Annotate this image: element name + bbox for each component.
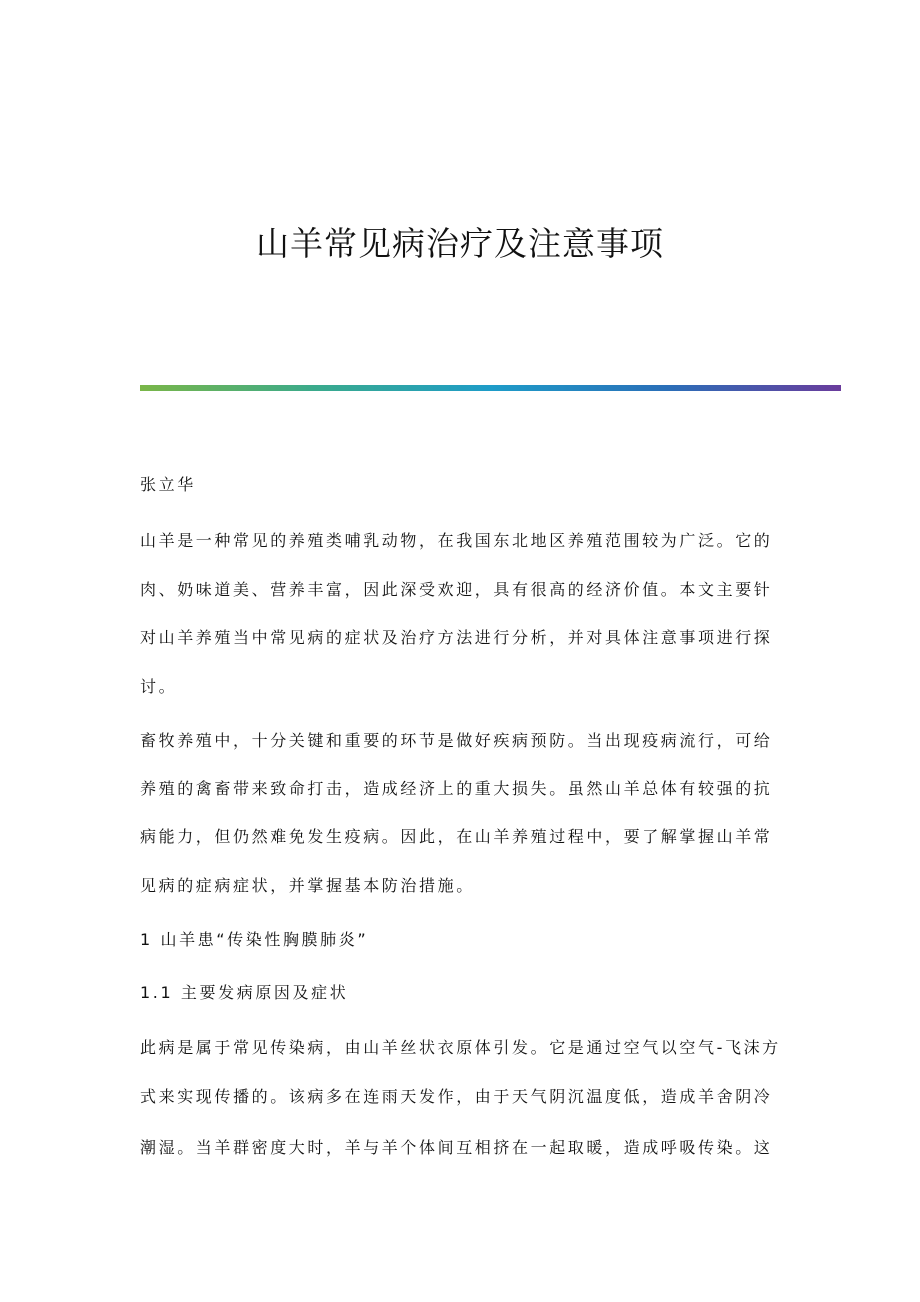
paragraph-line: 此病是属于常见传染病，由山羊丝状衣原体引发。它是通过空气以空气-飞沫方 bbox=[140, 1038, 781, 1057]
paragraph-line: 式来实现传播的。该病多在连雨天发作，由于天气阴沉温度低，造成羊舍阴冷 bbox=[140, 1087, 773, 1106]
paragraph-line: 对山羊养殖当中常见病的症状及治疗方法进行分析，并对具体注意事项进行探 bbox=[140, 628, 773, 647]
paragraph-line: 肉、奶味道美、营养丰富，因此深受欢迎，具有很高的经济价值。本文主要针 bbox=[140, 580, 773, 599]
paragraph-line: 讨。 bbox=[140, 677, 178, 696]
section-heading: 1.1 主要发病原因及症状 bbox=[140, 983, 349, 1002]
author: 张立华 bbox=[140, 475, 196, 494]
paragraph-line: 病能力，但仍然难免发生疫病。因此，在山羊养殖过程中，要了解掌握山羊常 bbox=[140, 827, 773, 846]
section-heading: 1 山羊患“传染性胸膜肺炎” bbox=[140, 930, 369, 949]
paragraph-line: 养殖的禽畜带来致命打击，造成经济上的重大损失。虽然山羊总体有较强的抗 bbox=[140, 779, 773, 798]
document-title: 山羊常见病治疗及注意事项 bbox=[256, 224, 664, 263]
paragraph-line: 见病的症病症状，并掌握基本防治措施。 bbox=[140, 876, 475, 895]
paragraph-line: 山羊是一种常见的养殖类哺乳动物，在我国东北地区养殖范围较为广泛。它的 bbox=[140, 531, 773, 550]
paragraph-line: 畜牧养殖中，十分关键和重要的环节是做好疾病预防。当出现疫病流行，可给 bbox=[140, 731, 773, 750]
gradient-divider bbox=[140, 385, 841, 391]
paragraph-line: 潮湿。当羊群密度大时，羊与羊个体间互相挤在一起取暖，造成呼吸传染。这 bbox=[140, 1138, 773, 1157]
